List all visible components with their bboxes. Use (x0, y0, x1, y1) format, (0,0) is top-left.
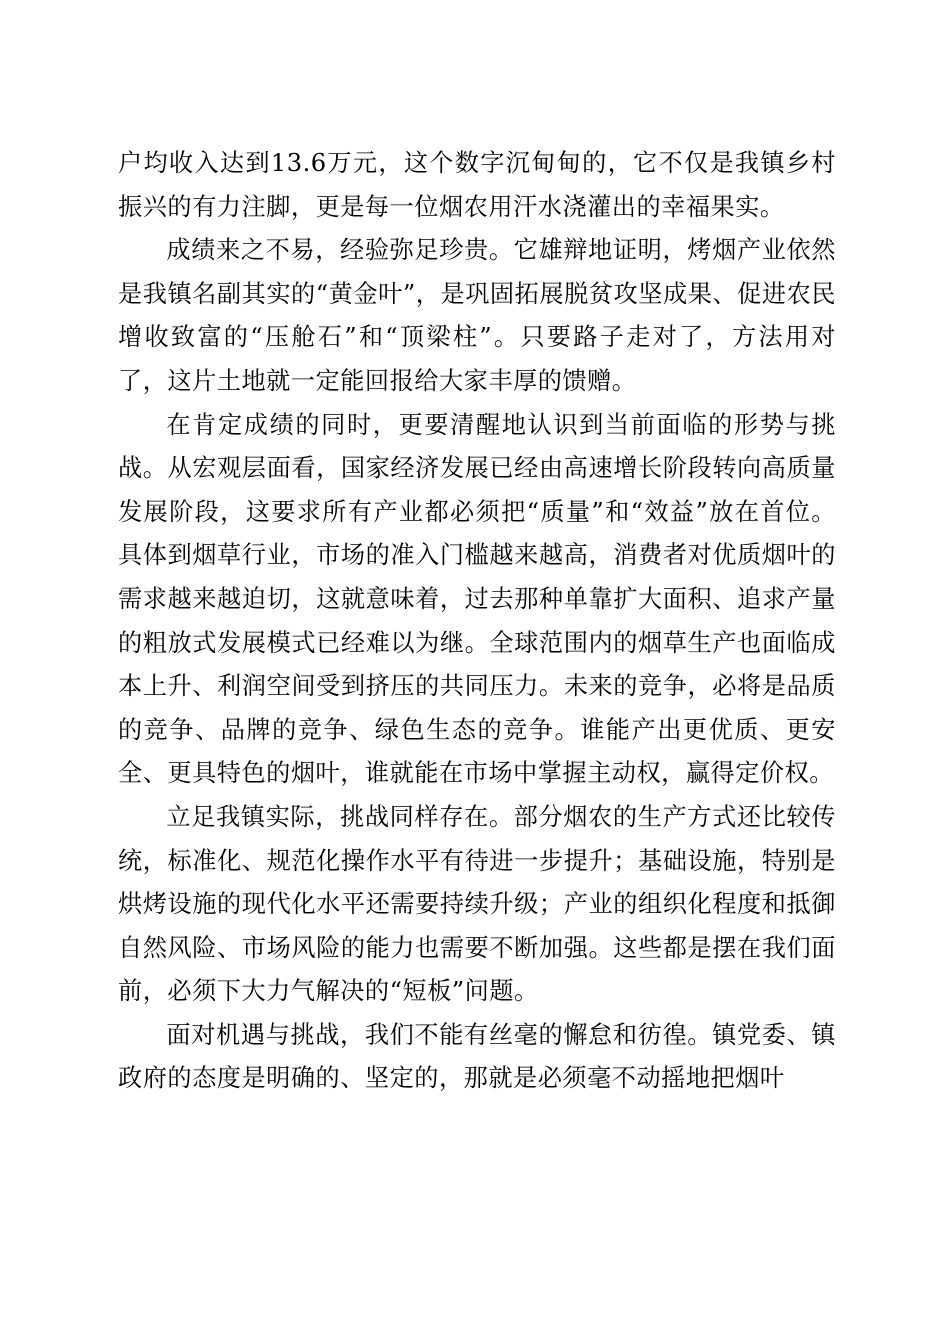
paragraph-local-issues: 立足我镇实际，挑战同样存在。部分烟农的生产方式还比较传统，标准化、规范化操作水平有待进一步提升；基础设施，特别是烘烤设施的现代化水平还需要持续升级；产业的组织化程度和抵御自然风险、市场风险的能力也需要不断加强。这些都是摆在我们面前，必须下大力气解决的“短板”问题。 (118, 802, 836, 1006)
body-text (118, 142, 836, 1101)
paragraph-achievements: 成绩来之不易，经验弥足珍贵。它雄辩地证明，烤烟产业依然是我镇名副其实的“黄金叶”，是巩固拓展脱贫攻坚成果、促进农民增收致富的“压舱石”和“顶梁柱”。只要路子走对了，方法用对了，这片土地就一定能回报给大家丰厚的馈赠。 (118, 236, 836, 395)
paragraph-challenges: 在肯定成绩的同时，更要清醒地认识到当前面临的形势与挑战。从宏观层面看，国家经济发展已经由高速增长阶段转向高质量发展阶段，这要求所有产业都必须把“质量”和“效益”放在首位。具体到烟草行业，市场的准入门槛越来越高，消费者对优质烟叶的需求越来越迫切，这就意味着，过去那种单靠扩大面积、追求产量的粗放式发展模式已经难以为继。全球范围内的烟草生产也面临成本上升、利润空间受到挤压的共同压力。未来的竞争，必将是品质的竞争、品牌的竞争、绿色生态的竞争。谁能产出更优质、更安全、更具特色的烟叶，谁就能在市场中掌握主动权，赢得定价权。 (118, 410, 836, 788)
paragraph-continued: 户均收入达到13.6万元，这个数字沉甸甸的，它不仅是我镇乡村振兴的有力注脚，更是每一位烟农用汗水浇灌出的幸福果实。 (118, 149, 836, 221)
paragraph-attitude: 面对机遇与挑战，我们不能有丝毫的懈怠和彷徨。镇党委、镇政府的态度是明确的、坚定的，那就是必须毫不动摇地把烟叶 (118, 1020, 836, 1093)
